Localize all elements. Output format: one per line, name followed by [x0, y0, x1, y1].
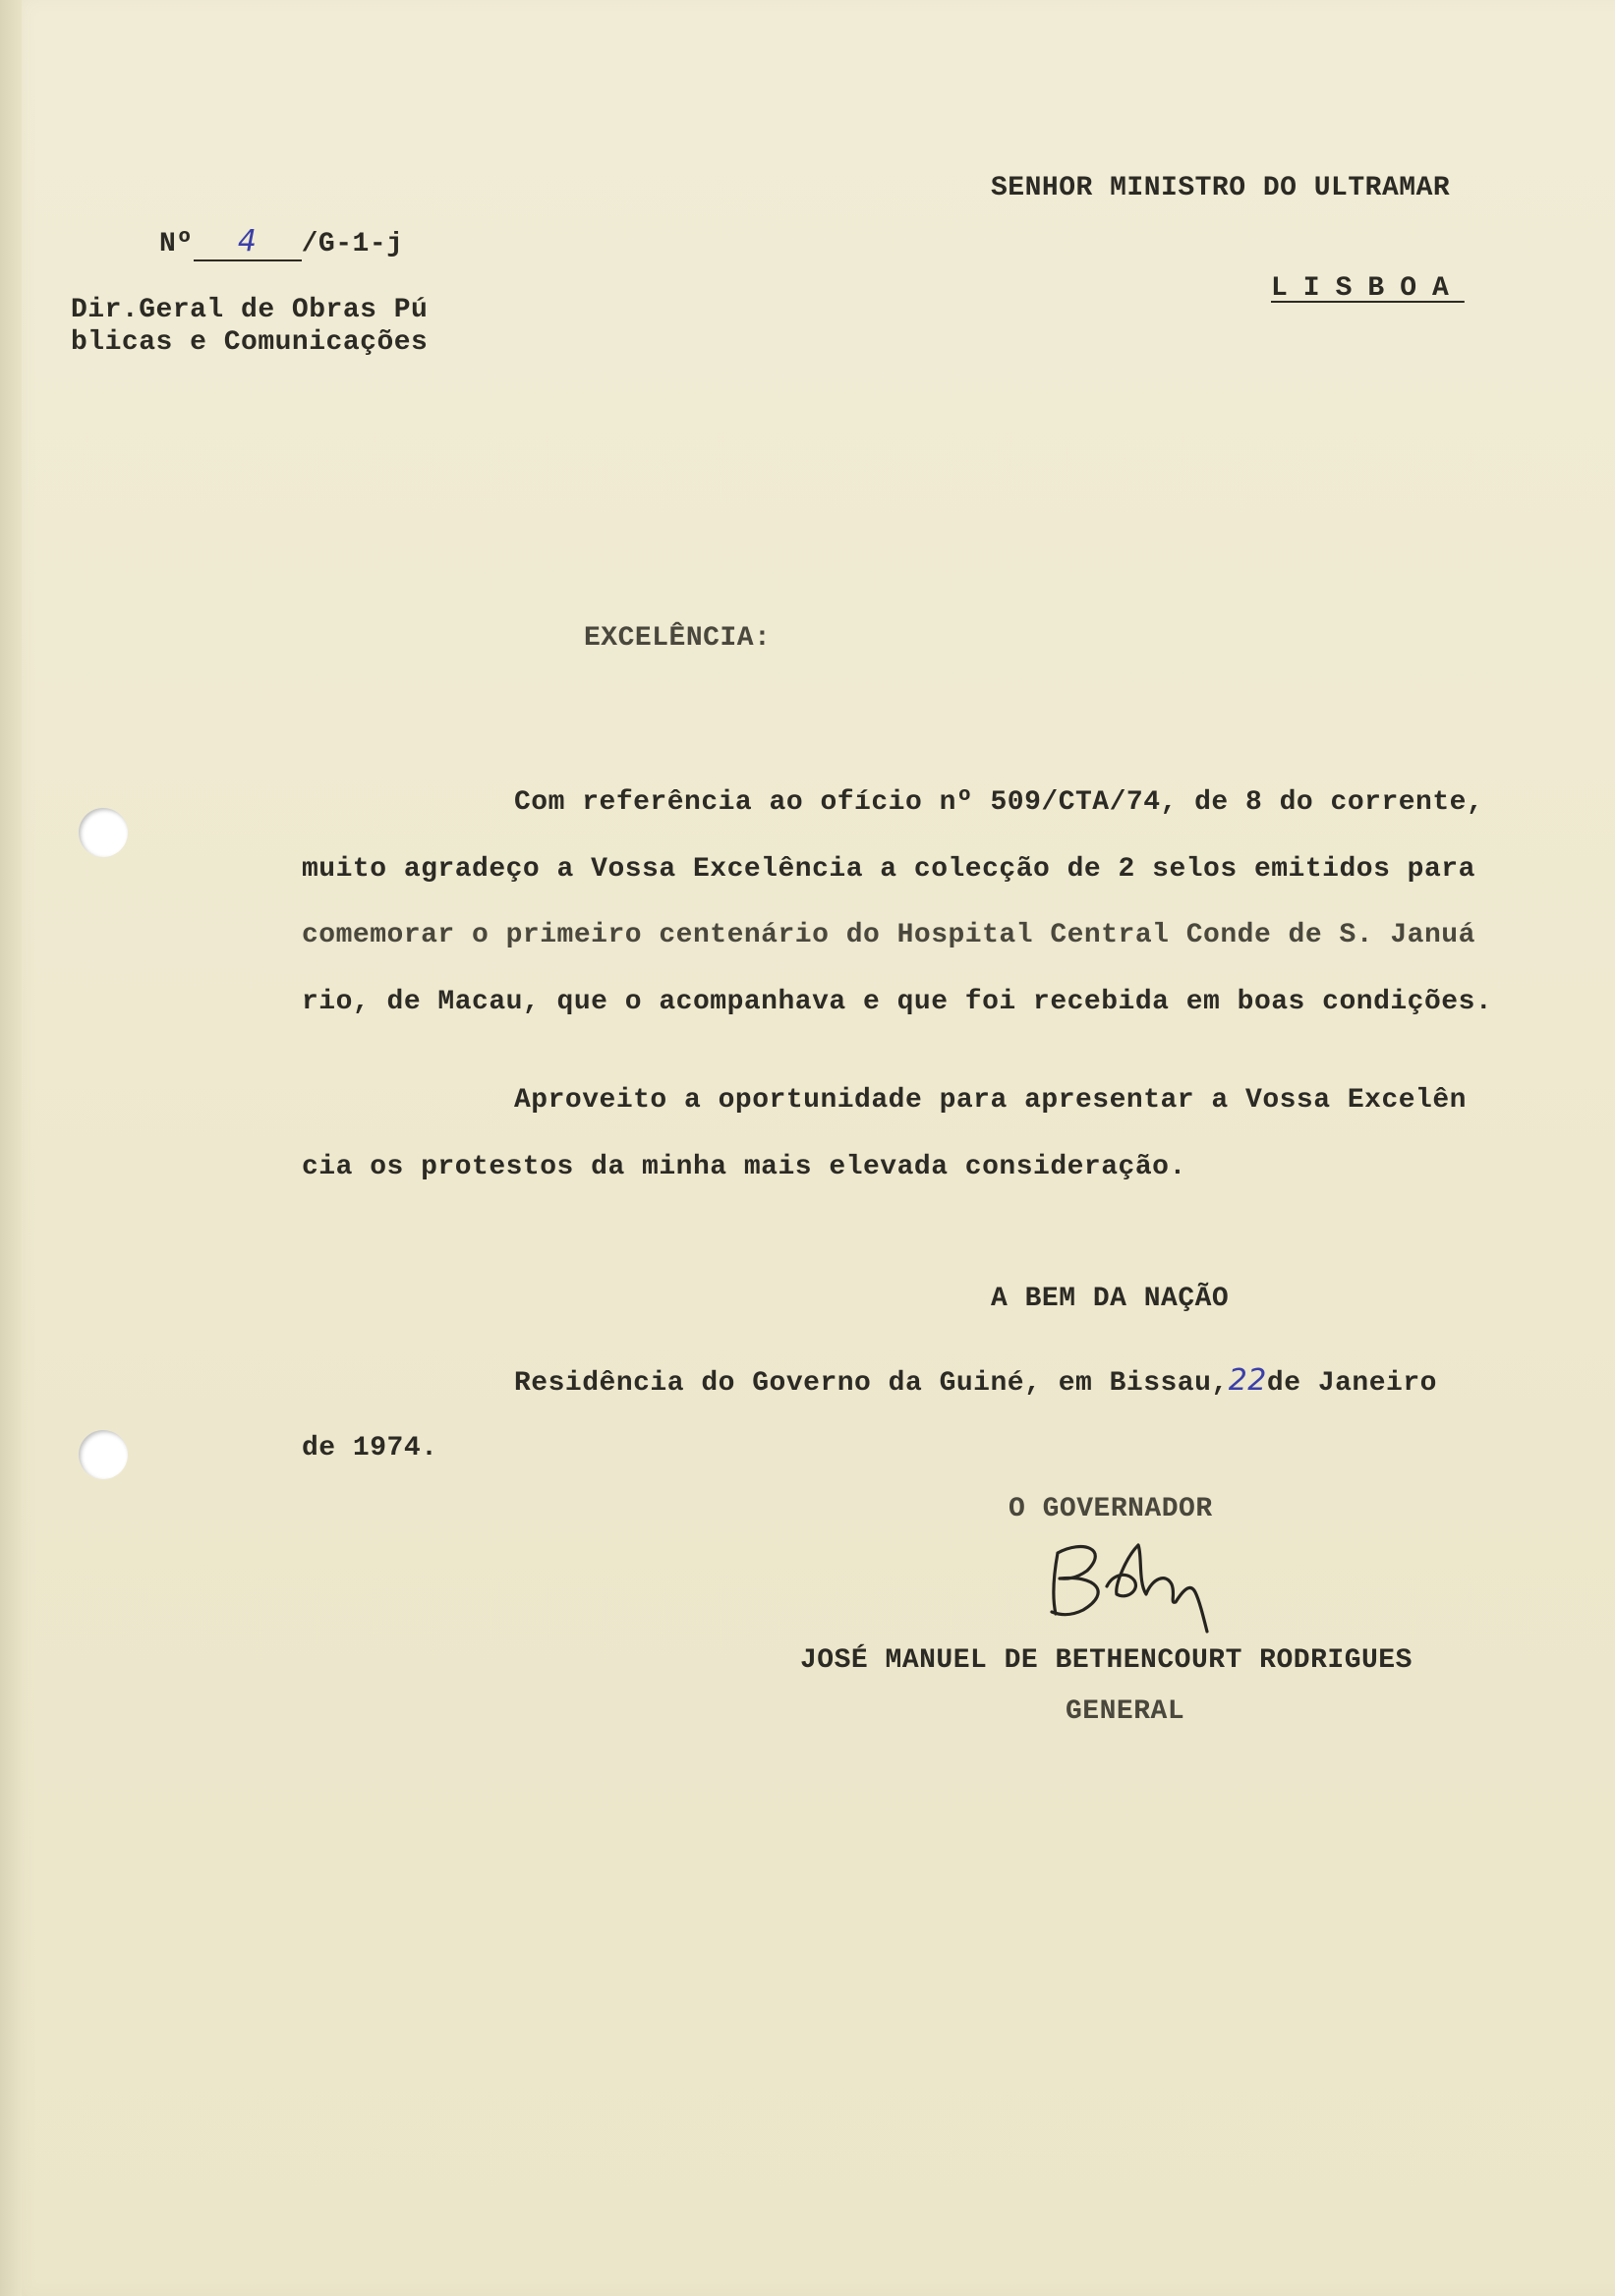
place-date-month: de Janeiro: [1266, 1368, 1437, 1399]
reference-number-handwritten: 4: [237, 224, 258, 258]
place-date-text: Residência do Governo da Guiné, em Bissau,: [514, 1368, 1229, 1399]
reference-suffix: /G-1-j: [301, 229, 404, 259]
place-date-line-1: [514, 1363, 1437, 1399]
paragraph-1-line-1: Com referência ao ofício nº 509/CTA/74, de 8 do corrente,: [514, 787, 1484, 818]
paragraph-1-line-2: muito agradeço a Vossa Excelência a colecção de 2 selos emitidos para: [302, 854, 1475, 885]
salutation: EXCELÊNCIA:: [584, 623, 772, 654]
paragraph-2-line-1: Aproveito a oportunidade para apresentar a Vossa Excelên: [514, 1085, 1467, 1116]
department-line-1: Dir.Geral de Obras Pú: [71, 295, 429, 325]
paragraph-1-line-4: rio, de Macau, que o acompanhava e que foi recebida em boas condições.: [302, 987, 1493, 1017]
department-line-2: blicas e Comunicações: [71, 327, 429, 358]
page-edge-shadow: [0, 0, 22, 2296]
signature: [1044, 1535, 1231, 1643]
paragraph-1-line-3: comemorar o primeiro centenário do Hospital Central Conde de S. Januá: [302, 920, 1475, 950]
place-date-line-2: de 1974.: [302, 1433, 438, 1464]
punch-hole-top: [79, 808, 128, 857]
punch-hole-bottom: [79, 1430, 128, 1479]
reference-number: [159, 224, 403, 261]
signatory-role: O GOVERNADOR: [1009, 1494, 1213, 1524]
date-day-handwritten: 22: [1228, 1363, 1267, 1398]
signatory-rank: GENERAL: [1066, 1696, 1185, 1727]
addressee-city: LISBOA: [1271, 273, 1465, 304]
reference-number-field: [194, 224, 302, 261]
reference-prefix: Nº: [159, 229, 194, 259]
closing-formula: A BEM DA NAÇÃO: [991, 1284, 1230, 1314]
signature-mark: [1044, 1535, 1231, 1643]
paragraph-2-line-2: cia os protestos da minha mais elevada consideração.: [302, 1152, 1186, 1182]
signatory-name: JOSÉ MANUEL DE BETHENCOURT RODRIGUES: [800, 1645, 1413, 1676]
addressee-title: SENHOR MINISTRO DO ULTRAMAR: [991, 173, 1451, 203]
